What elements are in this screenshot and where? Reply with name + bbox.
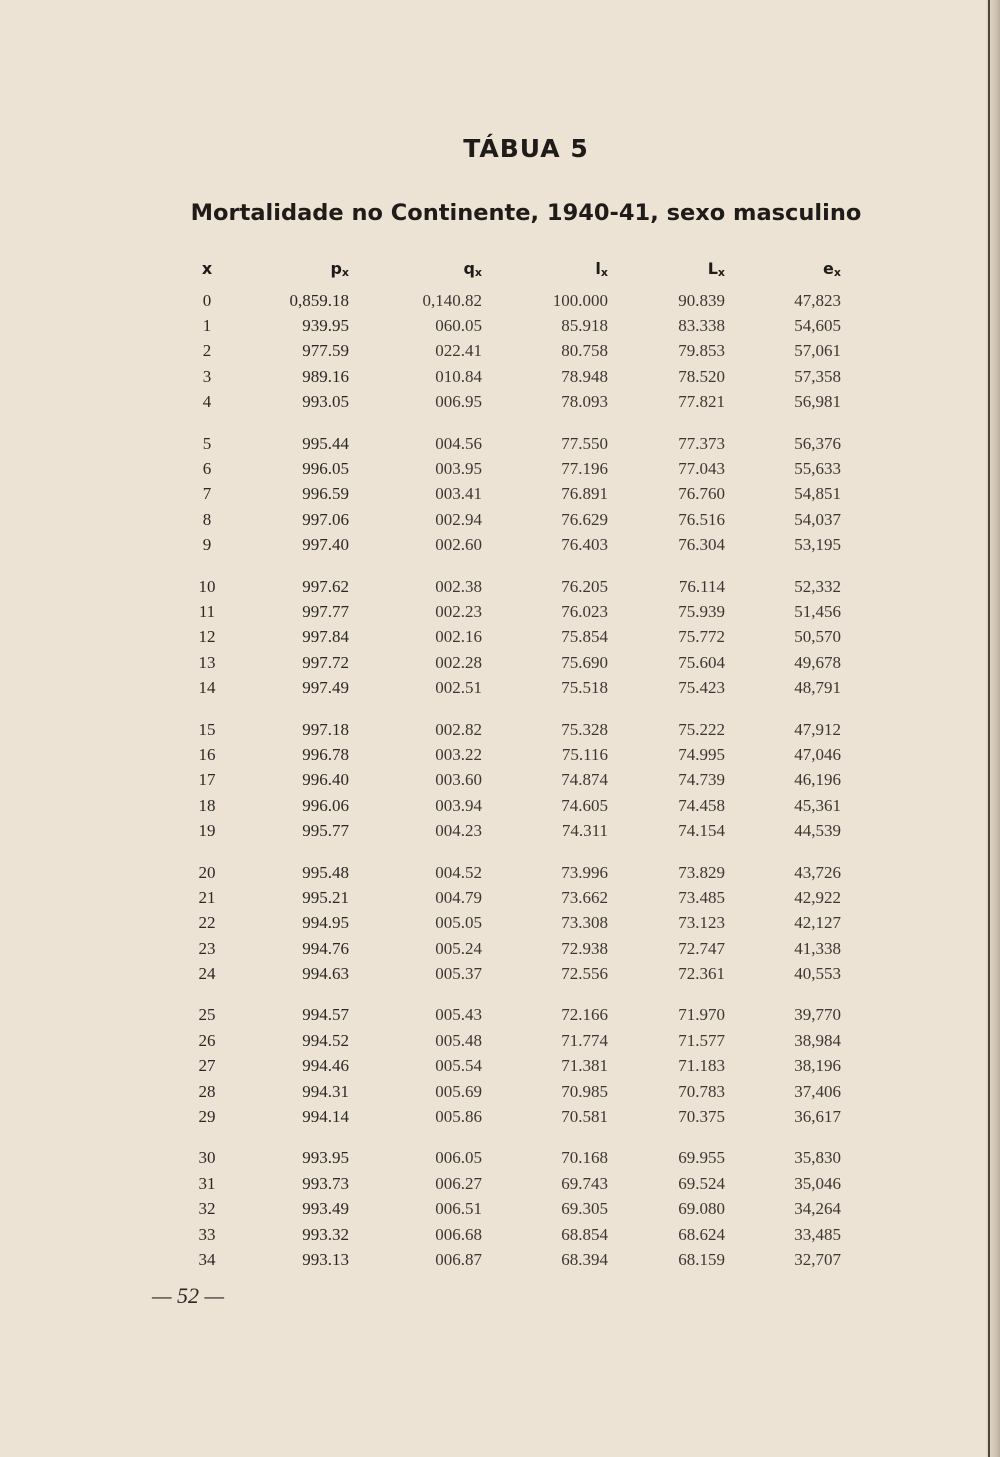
cell-lx: 72.556 bbox=[561, 964, 608, 984]
cell-Lx: 70.783 bbox=[678, 1081, 725, 1101]
cell-x: 0 bbox=[202, 290, 212, 310]
group-spacer-cell bbox=[172, 415, 841, 431]
cell-px: 994.57 bbox=[302, 1005, 349, 1025]
cell-ex: 47,046 bbox=[794, 744, 841, 764]
cell-x: 8 bbox=[202, 509, 212, 529]
cell-Lx: 72.747 bbox=[678, 938, 725, 958]
table-row bbox=[172, 431, 841, 456]
cell-x: 30 bbox=[198, 1148, 216, 1168]
group-spacer bbox=[172, 701, 841, 717]
table-row bbox=[172, 1079, 841, 1104]
cell-qx: 0,140.82 bbox=[422, 290, 482, 310]
cell-qx: 010.84 bbox=[435, 366, 482, 386]
cell-qx: 022.41 bbox=[435, 341, 482, 361]
cell-Lx: 68.624 bbox=[678, 1224, 725, 1244]
cell-px: 994.76 bbox=[302, 938, 349, 958]
table-row bbox=[172, 650, 841, 675]
cell-ex: 36,617 bbox=[794, 1107, 841, 1127]
cell-ex: 54,851 bbox=[794, 484, 841, 504]
cell-px: 994.46 bbox=[302, 1056, 349, 1076]
cell-qx: 006.05 bbox=[435, 1148, 482, 1168]
cell-Lx: 90.839 bbox=[678, 290, 725, 310]
cell-Lx: 74.154 bbox=[678, 821, 725, 841]
table-row bbox=[172, 1197, 841, 1222]
group-spacer bbox=[172, 987, 841, 1003]
cell-ex: 55,633 bbox=[794, 459, 841, 479]
cell-Lx: 73.485 bbox=[678, 887, 725, 907]
table-row bbox=[172, 1247, 841, 1272]
cell-lx: 73.308 bbox=[561, 913, 608, 933]
cell-ex: 33,485 bbox=[794, 1224, 841, 1244]
table-row bbox=[172, 768, 841, 793]
group-spacer-cell bbox=[172, 558, 841, 574]
table-row bbox=[172, 936, 841, 961]
cell-ex: 56,981 bbox=[794, 392, 841, 412]
cell-x: 21 bbox=[198, 887, 216, 907]
cell-x: 14 bbox=[198, 678, 216, 698]
cell-qx: 002.16 bbox=[435, 627, 482, 647]
table-row bbox=[172, 625, 841, 650]
cell-qx: 002.94 bbox=[435, 509, 482, 529]
cell-lx: 77.550 bbox=[561, 433, 608, 453]
cell-lx: 78.948 bbox=[561, 366, 608, 386]
cell-Lx: 75.772 bbox=[678, 627, 725, 647]
cell-Lx: 76.516 bbox=[678, 509, 725, 529]
cell-lx: 76.205 bbox=[561, 576, 608, 596]
table-row bbox=[172, 1171, 841, 1196]
cell-qx: 004.79 bbox=[435, 887, 482, 907]
cell-Lx: 77.043 bbox=[678, 459, 725, 479]
cell-lx: 70.168 bbox=[561, 1148, 608, 1168]
cell-qx: 002.38 bbox=[435, 576, 482, 596]
cell-qx: 006.95 bbox=[435, 392, 482, 412]
header-lx: lx bbox=[595, 258, 608, 279]
cell-qx: 005.24 bbox=[435, 938, 482, 958]
cell-qx: 005.37 bbox=[435, 964, 482, 984]
header-px: px bbox=[330, 258, 349, 279]
group-spacer-cell bbox=[172, 701, 841, 717]
cell-lx: 71.774 bbox=[561, 1030, 608, 1050]
cell-qx: 003.41 bbox=[435, 484, 482, 504]
table-row bbox=[172, 1054, 841, 1079]
cell-px: 996.06 bbox=[302, 795, 349, 815]
cell-x: 33 bbox=[198, 1224, 216, 1244]
cell-ex: 45,361 bbox=[794, 795, 841, 815]
cell-qx: 003.60 bbox=[435, 770, 482, 790]
cell-Lx: 76.114 bbox=[678, 576, 725, 596]
cell-lx: 72.166 bbox=[561, 1005, 608, 1025]
cell-Lx: 72.361 bbox=[678, 964, 725, 984]
cell-ex: 32,707 bbox=[794, 1249, 841, 1269]
cell-px: 994.14 bbox=[302, 1107, 349, 1127]
table-row bbox=[172, 456, 841, 481]
group-spacer-cell bbox=[172, 1130, 841, 1146]
table-row bbox=[172, 599, 841, 624]
cell-lx: 69.305 bbox=[561, 1199, 608, 1219]
cell-lx: 69.743 bbox=[561, 1173, 608, 1193]
cell-x: 31 bbox=[198, 1173, 216, 1193]
cell-x: 12 bbox=[198, 627, 216, 647]
table-row bbox=[172, 482, 841, 507]
cell-px: 996.78 bbox=[302, 744, 349, 764]
cell-x: 25 bbox=[198, 1005, 216, 1025]
cell-x: 19 bbox=[198, 821, 216, 841]
cell-x: 34 bbox=[198, 1249, 216, 1269]
cell-qx: 005.69 bbox=[435, 1081, 482, 1101]
cell-qx: 004.23 bbox=[435, 821, 482, 841]
group-spacer bbox=[172, 844, 841, 860]
cell-lx: 76.023 bbox=[561, 601, 608, 621]
cell-x: 3 bbox=[202, 366, 212, 386]
table-row bbox=[172, 1028, 841, 1053]
cell-px: 993.73 bbox=[302, 1173, 349, 1193]
cell-Lx: 69.955 bbox=[678, 1148, 725, 1168]
cell-ex: 47,912 bbox=[794, 719, 841, 739]
table-row bbox=[172, 675, 841, 700]
table-row bbox=[172, 717, 841, 742]
cell-lx: 74.605 bbox=[561, 795, 608, 815]
table-row bbox=[172, 313, 841, 338]
cell-qx: 060.05 bbox=[435, 316, 482, 336]
cell-qx: 003.94 bbox=[435, 795, 482, 815]
cell-px: 994.31 bbox=[302, 1081, 349, 1101]
cell-lx: 76.891 bbox=[561, 484, 608, 504]
cell-lx: 75.690 bbox=[561, 652, 608, 672]
cell-lx: 75.116 bbox=[561, 744, 608, 764]
cell-Lx: 76.304 bbox=[678, 535, 725, 555]
table-row bbox=[172, 961, 841, 986]
group-spacer bbox=[172, 415, 841, 431]
cell-Lx: 71.183 bbox=[678, 1056, 725, 1076]
cell-px: 997.49 bbox=[302, 678, 349, 698]
cell-px: 977.59 bbox=[302, 341, 349, 361]
cell-px: 997.62 bbox=[302, 576, 349, 596]
cell-lx: 68.854 bbox=[561, 1224, 608, 1244]
cell-Lx: 77.821 bbox=[678, 392, 725, 412]
cell-ex: 44,539 bbox=[794, 821, 841, 841]
cell-Lx: 71.970 bbox=[678, 1005, 725, 1025]
cell-Lx: 75.939 bbox=[678, 601, 725, 621]
header-qx: qx bbox=[463, 258, 482, 279]
cell-x: 1 bbox=[202, 316, 212, 336]
table-row bbox=[172, 364, 841, 389]
cell-qx: 006.68 bbox=[435, 1224, 482, 1244]
cell-px: 996.40 bbox=[302, 770, 349, 790]
cell-x: 6 bbox=[202, 459, 212, 479]
cell-px: 997.18 bbox=[302, 719, 349, 739]
cell-ex: 51,456 bbox=[794, 601, 841, 621]
cell-lx: 75.854 bbox=[561, 627, 608, 647]
cell-px: 993.95 bbox=[302, 1148, 349, 1168]
cell-ex: 47,823 bbox=[794, 290, 841, 310]
cell-x: 23 bbox=[198, 938, 216, 958]
cell-ex: 38,984 bbox=[794, 1030, 841, 1050]
cell-px: 997.40 bbox=[302, 535, 349, 555]
table-row bbox=[172, 1222, 841, 1247]
cell-lx: 80.758 bbox=[561, 341, 608, 361]
cell-px: 994.52 bbox=[302, 1030, 349, 1050]
cell-px: 0,859.18 bbox=[289, 290, 349, 310]
page-number: — 52 — bbox=[152, 1283, 225, 1308]
cell-ex: 46,196 bbox=[794, 770, 841, 790]
cell-qx: 002.60 bbox=[435, 535, 482, 555]
cell-Lx: 78.520 bbox=[678, 366, 725, 386]
cell-qx: 005.05 bbox=[435, 913, 482, 933]
group-spacer bbox=[172, 1130, 841, 1146]
table-row bbox=[172, 818, 841, 843]
cell-Lx: 74.458 bbox=[678, 795, 725, 815]
cell-ex: 53,195 bbox=[794, 535, 841, 555]
cell-px: 997.77 bbox=[302, 601, 349, 621]
table-row bbox=[172, 288, 841, 313]
cell-x: 15 bbox=[198, 719, 216, 739]
cell-lx: 70.985 bbox=[561, 1081, 608, 1101]
cell-ex: 54,037 bbox=[794, 509, 841, 529]
cell-ex: 35,046 bbox=[794, 1173, 841, 1193]
cell-lx: 71.381 bbox=[561, 1056, 608, 1076]
cell-lx: 75.518 bbox=[561, 678, 608, 698]
cell-ex: 41,338 bbox=[794, 938, 841, 958]
cell-px: 997.84 bbox=[302, 627, 349, 647]
cell-x: 20 bbox=[198, 862, 216, 882]
cell-lx: 75.328 bbox=[561, 719, 608, 739]
cell-lx: 72.938 bbox=[561, 938, 608, 958]
header-ex: ex bbox=[823, 258, 841, 279]
cell-qx: 002.23 bbox=[435, 601, 482, 621]
cell-ex: 57,358 bbox=[794, 366, 841, 386]
cell-Lx: 83.338 bbox=[678, 316, 725, 336]
cell-Lx: 69.524 bbox=[678, 1173, 725, 1193]
table-subtitle: Mortalidade no Continente, 1940-41, sexo masculino bbox=[190, 200, 862, 226]
cell-lx: 77.196 bbox=[561, 459, 608, 479]
cell-Lx: 74.739 bbox=[678, 770, 725, 790]
cell-px: 997.06 bbox=[302, 509, 349, 529]
cell-x: 18 bbox=[198, 795, 216, 815]
table-row bbox=[172, 507, 841, 532]
cell-ex: 56,376 bbox=[794, 433, 841, 453]
cell-qx: 005.48 bbox=[435, 1030, 482, 1050]
cell-px: 995.77 bbox=[302, 821, 349, 841]
header-x: x bbox=[201, 258, 213, 278]
table-body bbox=[172, 288, 841, 1273]
table-row bbox=[172, 533, 841, 558]
cell-Lx: 76.760 bbox=[678, 484, 725, 504]
cell-Lx: 73.123 bbox=[678, 913, 725, 933]
cell-qx: 004.56 bbox=[435, 433, 482, 453]
cell-Lx: 71.577 bbox=[678, 1030, 725, 1050]
cell-ex: 35,830 bbox=[794, 1148, 841, 1168]
table-row bbox=[172, 390, 841, 415]
header-Lx: Lx bbox=[707, 258, 725, 279]
cell-ex: 38,196 bbox=[794, 1056, 841, 1076]
cell-qx: 006.51 bbox=[435, 1199, 482, 1219]
cell-lx: 78.093 bbox=[561, 392, 608, 412]
table-row bbox=[172, 911, 841, 936]
cell-px: 993.32 bbox=[302, 1224, 349, 1244]
cell-lx: 73.662 bbox=[561, 887, 608, 907]
cell-lx: 76.403 bbox=[561, 535, 608, 555]
group-spacer-cell bbox=[172, 987, 841, 1003]
cell-lx: 73.996 bbox=[561, 862, 608, 882]
cell-px: 996.59 bbox=[302, 484, 349, 504]
cell-x: 7 bbox=[202, 484, 212, 504]
table-row bbox=[172, 1146, 841, 1171]
group-spacer bbox=[172, 558, 841, 574]
group-spacer-cell bbox=[172, 844, 841, 860]
cell-Lx: 70.375 bbox=[678, 1107, 725, 1127]
cell-px: 989.16 bbox=[302, 366, 349, 386]
cell-x: 13 bbox=[198, 652, 216, 672]
cell-x: 26 bbox=[198, 1030, 216, 1050]
cell-px: 939.95 bbox=[302, 316, 349, 336]
cell-lx: 70.581 bbox=[561, 1107, 608, 1127]
table-row bbox=[172, 339, 841, 364]
cell-x: 2 bbox=[202, 341, 212, 361]
cell-px: 994.63 bbox=[302, 964, 349, 984]
cell-lx: 100.000 bbox=[552, 290, 608, 310]
cell-qx: 006.27 bbox=[435, 1173, 482, 1193]
header-row bbox=[172, 248, 841, 288]
cell-lx: 74.874 bbox=[561, 770, 608, 790]
cell-px: 995.48 bbox=[302, 862, 349, 882]
cell-qx: 003.95 bbox=[435, 459, 482, 479]
table-row bbox=[172, 885, 841, 910]
cell-ex: 50,570 bbox=[794, 627, 841, 647]
cell-Lx: 75.423 bbox=[678, 678, 725, 698]
cell-Lx: 73.829 bbox=[678, 862, 725, 882]
cell-lx: 74.311 bbox=[561, 821, 608, 841]
cell-Lx: 79.853 bbox=[678, 341, 725, 361]
cell-px: 996.05 bbox=[302, 459, 349, 479]
cell-px: 997.72 bbox=[302, 652, 349, 672]
cell-Lx: 75.222 bbox=[678, 719, 725, 739]
cell-x: 17 bbox=[198, 770, 216, 790]
cell-px: 994.95 bbox=[302, 913, 349, 933]
cell-x: 22 bbox=[198, 913, 216, 933]
cell-ex: 34,264 bbox=[794, 1199, 841, 1219]
cell-px: 995.44 bbox=[302, 433, 349, 453]
cell-x: 11 bbox=[198, 601, 216, 621]
cell-lx: 85.918 bbox=[561, 316, 608, 336]
cell-x: 4 bbox=[202, 392, 212, 412]
cell-ex: 57,061 bbox=[794, 341, 841, 361]
cell-x: 28 bbox=[198, 1081, 216, 1101]
cell-x: 5 bbox=[202, 433, 212, 453]
cell-qx: 002.82 bbox=[435, 719, 482, 739]
cell-px: 995.21 bbox=[302, 887, 349, 907]
cell-ex: 54,605 bbox=[794, 316, 841, 336]
cell-lx: 68.394 bbox=[561, 1249, 608, 1269]
cell-x: 32 bbox=[198, 1199, 216, 1219]
cell-Lx: 69.080 bbox=[678, 1199, 725, 1219]
cell-qx: 006.87 bbox=[435, 1249, 482, 1269]
mortality-table bbox=[172, 248, 841, 1273]
cell-Lx: 74.995 bbox=[678, 744, 725, 764]
cell-lx: 76.629 bbox=[561, 509, 608, 529]
cell-x: 9 bbox=[202, 535, 212, 555]
cell-ex: 49,678 bbox=[794, 652, 841, 672]
cell-qx: 002.28 bbox=[435, 652, 482, 672]
cell-x: 16 bbox=[198, 744, 216, 764]
cell-px: 993.13 bbox=[302, 1249, 349, 1269]
cell-x: 10 bbox=[198, 576, 216, 596]
cell-Lx: 77.373 bbox=[678, 433, 725, 453]
table-row bbox=[172, 860, 841, 885]
cell-x: 29 bbox=[198, 1107, 216, 1127]
cell-ex: 43,726 bbox=[794, 862, 841, 882]
cell-ex: 42,127 bbox=[794, 913, 841, 933]
table-row bbox=[172, 1104, 841, 1129]
cell-x: 27 bbox=[198, 1056, 216, 1076]
cell-ex: 37,406 bbox=[794, 1081, 841, 1101]
cell-x: 24 bbox=[198, 964, 216, 984]
cell-Lx: 75.604 bbox=[678, 652, 725, 672]
cell-ex: 42,922 bbox=[794, 887, 841, 907]
cell-px: 993.05 bbox=[302, 392, 349, 412]
cell-ex: 39,770 bbox=[794, 1005, 841, 1025]
cell-qx: 005.54 bbox=[435, 1056, 482, 1076]
cell-qx: 002.51 bbox=[435, 678, 482, 698]
cell-qx: 005.43 bbox=[435, 1005, 482, 1025]
cell-qx: 005.86 bbox=[435, 1107, 482, 1127]
table-row bbox=[172, 574, 841, 599]
table-row bbox=[172, 1003, 841, 1028]
table-title: TÁBUA 5 bbox=[463, 134, 589, 163]
cell-Lx: 68.159 bbox=[678, 1249, 725, 1269]
cell-qx: 004.52 bbox=[435, 862, 482, 882]
cell-ex: 48,791 bbox=[794, 678, 841, 698]
cell-ex: 40,553 bbox=[794, 964, 841, 984]
cell-px: 993.49 bbox=[302, 1199, 349, 1219]
cell-ex: 52,332 bbox=[794, 576, 841, 596]
table-row bbox=[172, 742, 841, 767]
table-row bbox=[172, 793, 841, 818]
cell-qx: 003.22 bbox=[435, 744, 482, 764]
